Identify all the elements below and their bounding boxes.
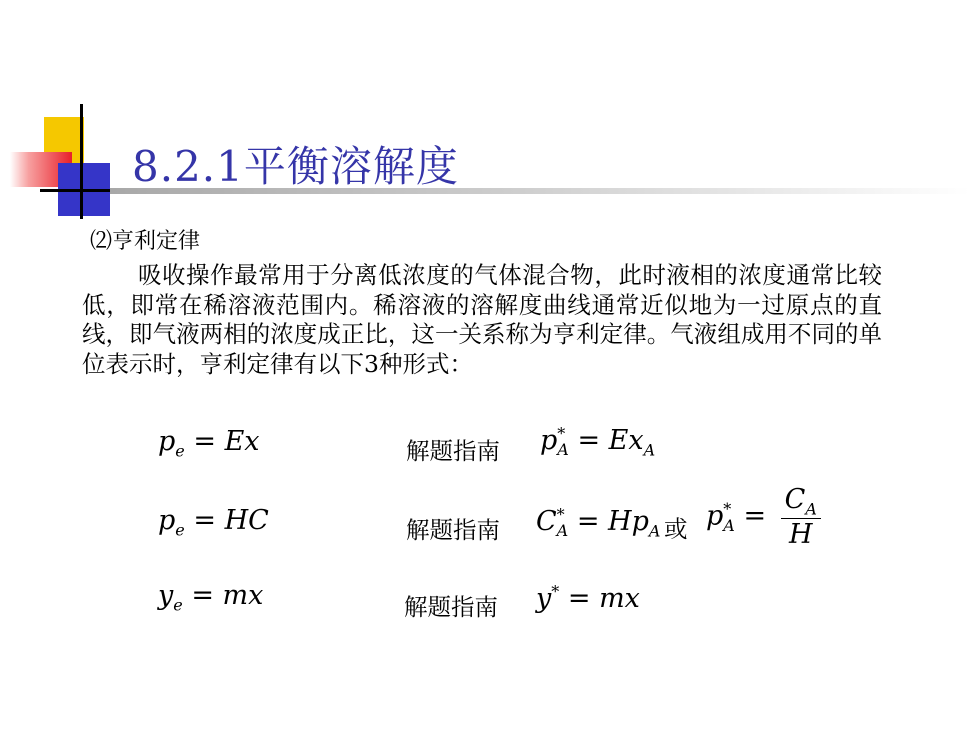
solution-row-2b: $p^*_A$ = $\frac{C_A}{H}$ (706, 484, 821, 550)
guide-label-2: 解题指南 (406, 516, 500, 544)
body-paragraph: 吸收操作最常用于分离低浓度的气体混合物，此时液相的浓度通常比较低，即常在稀溶液范围内。稀溶液的溶解度曲线通常近似地为一过原点的直线，即气液两相的浓度成正比，这一关系称为亨利定律。气液组成用不同的单位表示时，亨利定律有以下3种形式： (82, 261, 882, 378)
solution-row-2a: $C^*_A = Hp_A$ (536, 505, 661, 541)
formula-row-2: $p_e$ = HC (158, 505, 269, 540)
decor-horizontal-line (40, 189, 110, 192)
solution-row-3: y* = mx (536, 582, 640, 614)
decor-vertical-line (80, 104, 83, 219)
connector-or: 或 (664, 515, 688, 543)
guide-label-1: 解题指南 (406, 437, 500, 465)
formula-row-1: $p_e = Ex$ (158, 426, 260, 461)
solution-row-1: $p^*_A = Ex_A$ (540, 424, 656, 460)
guide-label-3: 解题指南 (404, 593, 498, 621)
formula-row-3: $y_e$ = mx (158, 580, 264, 615)
section-subtitle: ⑵亨利定律 (90, 229, 201, 254)
fraction-ca-over-h: $\frac{C_A}{H}$ (781, 484, 821, 550)
slide-title: 8.2.1平衡溶解度 (132, 142, 459, 191)
